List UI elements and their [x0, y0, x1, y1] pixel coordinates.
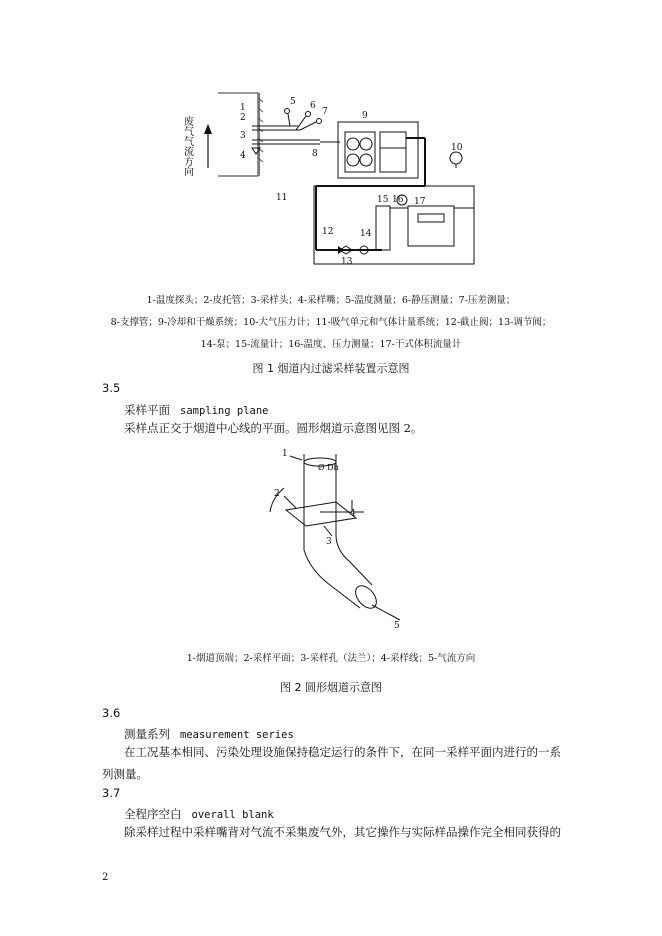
section-3-7-definition-line1: 除采样过程中采样嘴背对气流不采集废气外，其它操作与实际样品操作完全相同获得的	[124, 825, 561, 839]
term-cn: 全程序空白	[124, 807, 182, 821]
figure1-number-12: 12	[322, 227, 334, 237]
figure1-legend-line3: 14-泵；15-流量计；16-温度、压力测量；17-干式体积流量计	[200, 339, 462, 350]
figure1-diagram	[170, 88, 480, 273]
section-3-6-number: 3.6	[102, 706, 121, 720]
figure1-legend-line2: 8-支撑管；9-冷却和干燥系统；10-大气压力计；11-吸气单元和气体计量系统；12-截止阀；13-调节阀；	[110, 317, 552, 328]
figure1-number-17: 17	[414, 197, 426, 207]
figure1-number-5: 5	[290, 97, 296, 107]
flow-direction-label: 废气气流方向	[181, 116, 193, 176]
figure1-number-1: 1	[240, 103, 246, 113]
term-en: sampling plane	[180, 405, 269, 417]
figure2-number-2: 2	[274, 489, 280, 499]
term-en: measurement series	[180, 729, 294, 741]
figure2-diagram	[260, 440, 420, 640]
term-cn: 采样平面	[124, 403, 170, 417]
figure2-number-1: 1	[282, 449, 288, 459]
figure1-number-14: 14	[360, 229, 372, 239]
figure2-caption: 图 2 圆形烟道示意图	[280, 681, 382, 694]
section-3-5-definition: 采样点正交于烟道中心线的平面。圆形烟道示意图见图 2。	[124, 421, 423, 435]
figure1-number-9: 9	[362, 111, 368, 121]
section-3-5-number: 3.5	[102, 381, 121, 395]
term-cn: 测量系列	[124, 727, 170, 741]
section-3-6-definition-line1: 在工况基本相同、污染处理设施保持稳定运行的条件下，在同一采样平面内进行的一系	[124, 745, 561, 759]
figure1-number-16: 16	[392, 195, 404, 205]
section-3-7-term	[124, 806, 274, 822]
figure1-number-4: 4	[240, 151, 246, 161]
section-3-6-definition-line2: 列测量。	[102, 767, 148, 781]
figure1-number-8: 8	[312, 149, 318, 159]
figure1-number-2: 2	[240, 113, 246, 123]
diameter-label: Ø Dh	[318, 463, 339, 472]
figure2-number-4: 4	[350, 509, 356, 519]
figure2-number-5: 5	[394, 621, 400, 631]
figure1-number-15: 15	[377, 195, 389, 205]
figure1-caption: 图 1 烟道内过滤采样装置示意图	[252, 362, 410, 375]
page-number: 2	[102, 872, 109, 883]
figure1-number-11: 11	[276, 193, 288, 203]
figure1-legend-line1: 1-温度探头；2-皮托管；3-采样头；4-采样嘴；5-温度测量；6-静压测量；7-压差测量；	[146, 295, 516, 306]
section-3-6-term	[124, 726, 294, 742]
figure1-number-6: 6	[310, 101, 316, 111]
term-en: overall blank	[191, 809, 274, 821]
figure1-number-13: 13	[341, 257, 353, 267]
section-3-7-number: 3.7	[102, 786, 121, 800]
figure2-legend: 1-烟道顶端；2-采样平面；3-采样孔（法兰）；4-采样线；5-气流方向	[186, 653, 476, 664]
figure1-number-3: 3	[240, 131, 246, 141]
figure1-number-10: 10	[451, 143, 463, 153]
section-3-5-term	[124, 402, 269, 418]
figure1-number-7: 7	[322, 107, 328, 117]
figure2-number-3: 3	[326, 537, 332, 547]
